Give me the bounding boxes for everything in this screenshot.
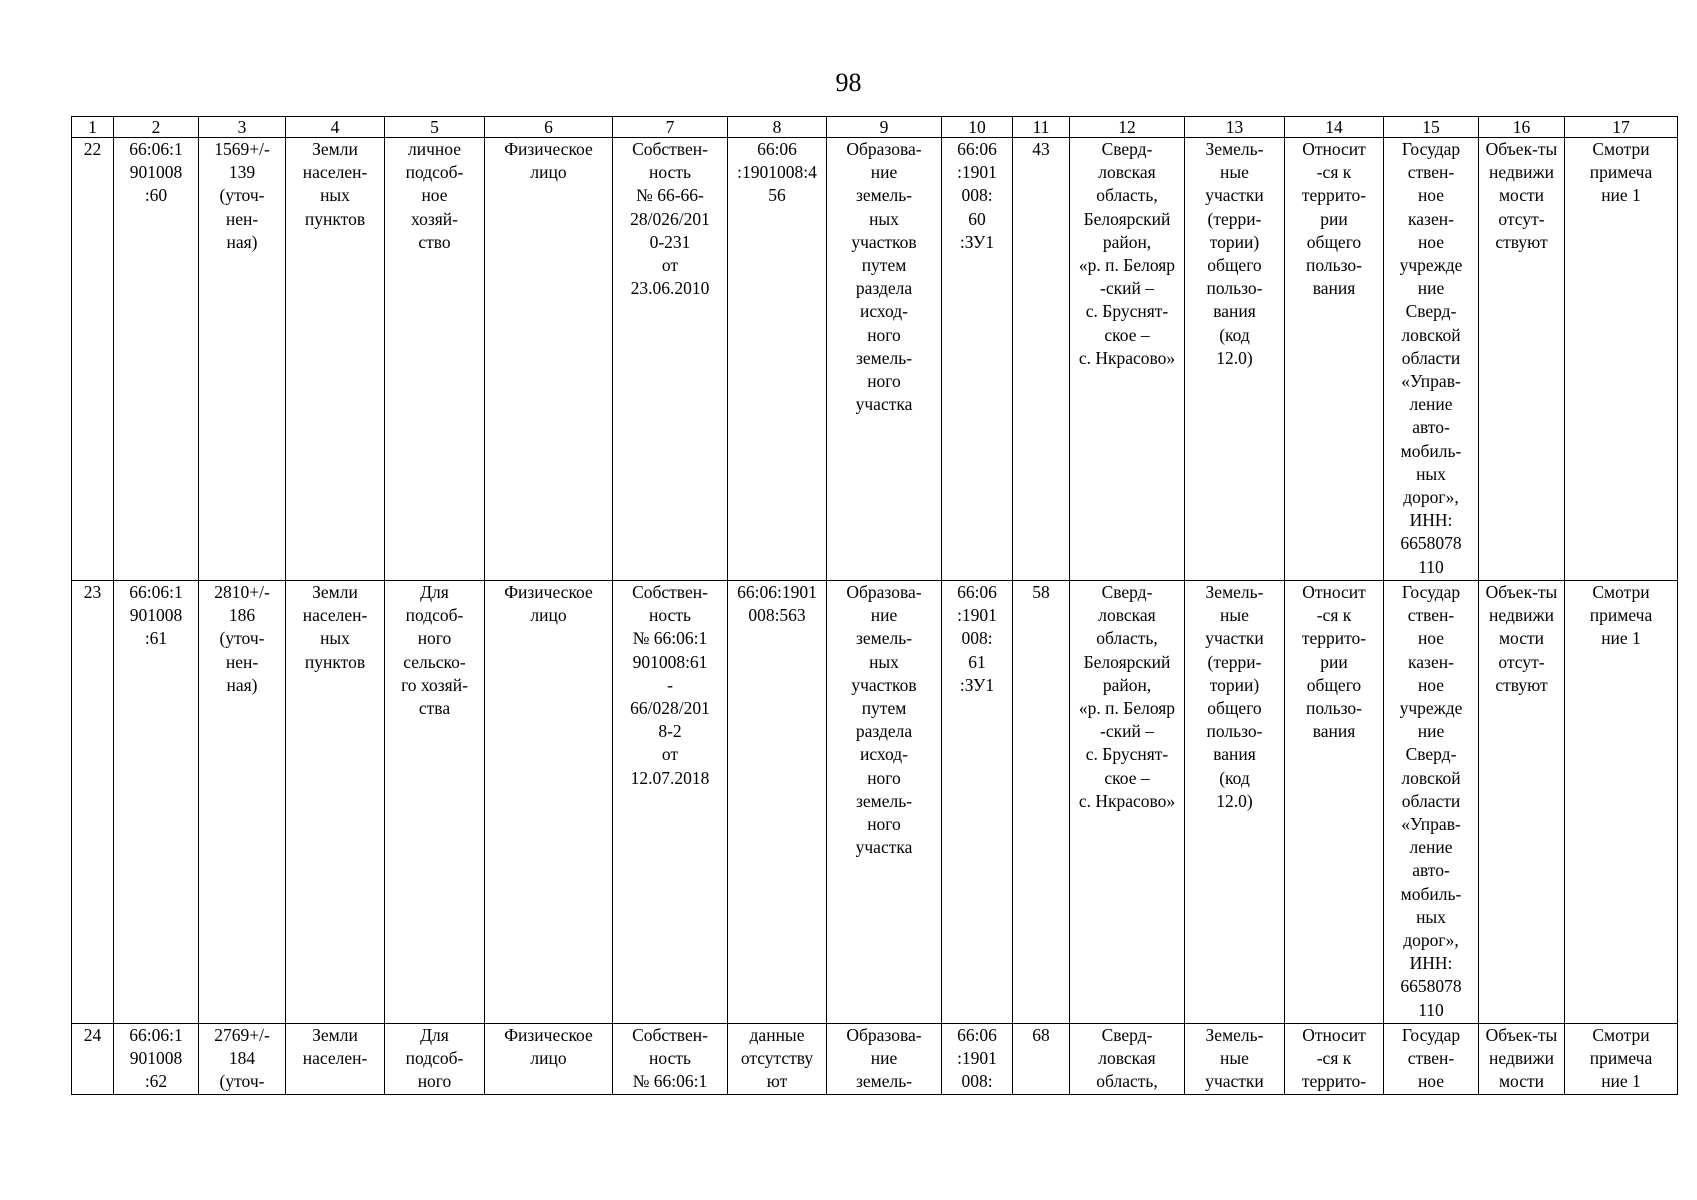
- table-cell: Государ ствен- ное казен- ное учрежде ние Сверд- ловской области «Управ- ление авто- мобиль- ных дорог», ИНН: 6658078 110: [1384, 581, 1479, 1024]
- table-cell: 58: [1013, 581, 1070, 1024]
- column-number: 5: [385, 117, 485, 138]
- table-cell: 24: [72, 1024, 114, 1095]
- column-number: 9: [827, 117, 942, 138]
- table-cell: Земли населен- ных пунктов: [286, 581, 385, 1024]
- table-cell: Относит -ся к террито-: [1285, 1024, 1384, 1095]
- land-plots-table: [71, 116, 1678, 1095]
- column-number-row: [72, 117, 1678, 138]
- table-cell: 66:06 :1901 008: 61 :ЗУ1: [942, 581, 1013, 1024]
- table-cell: Собствен- ность № 66:06:1: [613, 1024, 728, 1095]
- table-cell: Объек-ты недвижи мости отсут- ствуют: [1479, 581, 1565, 1024]
- table-row: [72, 138, 1678, 581]
- table-cell: данные отсутству ют: [728, 1024, 827, 1095]
- table-cell: Земель- ные участки (терри- тории) общего пользо- вания (код 12.0): [1185, 138, 1285, 581]
- column-number: 14: [1285, 117, 1384, 138]
- column-number: 15: [1384, 117, 1479, 138]
- table-cell: 1569+/- 139 (уточ- нен- ная): [199, 138, 286, 581]
- table-row: [72, 1024, 1678, 1095]
- column-number: 10: [942, 117, 1013, 138]
- column-number: 7: [613, 117, 728, 138]
- page-number: 98: [835, 68, 862, 97]
- table-cell: 2769+/- 184 (уточ-: [199, 1024, 286, 1095]
- table-cell: Сверд- ловская область,: [1070, 1024, 1185, 1095]
- table-cell: 43: [1013, 138, 1070, 581]
- table-cell: 66:06 :1901008:4 56: [728, 138, 827, 581]
- table-cell: Образова- ние земель-: [827, 1024, 942, 1095]
- table-cell: Объек-ты недвижи мости отсут- ствуют: [1479, 138, 1565, 581]
- column-number: 3: [199, 117, 286, 138]
- table-row: [72, 581, 1678, 1024]
- table-cell: Физическое лицо: [485, 1024, 613, 1095]
- table-cell: Государ ствен- ное казен- ное учрежде ние Сверд- ловской области «Управ- ление авто- мобиль- ных дорог», ИНН: 6658078 110: [1384, 138, 1479, 581]
- table-cell: Для подсоб- ного сельско- го хозяй- ства: [385, 581, 485, 1024]
- table-cell: Смотри примеча ние 1: [1565, 138, 1678, 581]
- table-cell: Собствен- ность № 66-66- 28/026/201 0-231 от 23.06.2010: [613, 138, 728, 581]
- column-number: 11: [1013, 117, 1070, 138]
- column-number: 4: [286, 117, 385, 138]
- column-number: 2: [114, 117, 199, 138]
- column-number: 1: [72, 117, 114, 138]
- table-cell: Сверд- ловская область, Белоярский район, «р. п. Белояр -ский – с. Бруснят- ское – с. Нкрасово»: [1070, 581, 1185, 1024]
- table-cell: 66:06:1 901008 :61: [114, 581, 199, 1024]
- table-cell: Земель- ные участки (терри- тории) общего пользо- вания (код 12.0): [1185, 581, 1285, 1024]
- table-cell: 66:06:1901 008:563: [728, 581, 827, 1024]
- table-cell: 23: [72, 581, 114, 1024]
- table-cell: Физическое лицо: [485, 138, 613, 581]
- table-cell: 2810+/- 186 (уточ- нен- ная): [199, 581, 286, 1024]
- table-cell: Образова- ние земель- ных участков путем раздела исход- ного земель- ного участка: [827, 581, 942, 1024]
- table-cell: Относит -ся к террито- рии общего пользо- вания: [1285, 138, 1384, 581]
- table-cell: 66:06:1 901008 :60: [114, 138, 199, 581]
- table-cell: 66:06 :1901 008:: [942, 1024, 1013, 1095]
- column-number: 6: [485, 117, 613, 138]
- column-number: 17: [1565, 117, 1678, 138]
- table-cell: Собствен- ность № 66:06:1 901008:61 - 66/028/201 8-2 от 12.07.2018: [613, 581, 728, 1024]
- column-number: 16: [1479, 117, 1565, 138]
- table-cell: Для подсоб- ного: [385, 1024, 485, 1095]
- table-cell: Земли населен- ных пунктов: [286, 138, 385, 581]
- table-cell: Сверд- ловская область, Белоярский район, «р. п. Белояр -ский – с. Бруснят- ское – с. Нкрасово»: [1070, 138, 1185, 581]
- table-cell: Смотри примеча ние 1: [1565, 581, 1678, 1024]
- table-cell: 66:06 :1901 008: 60 :ЗУ1: [942, 138, 1013, 581]
- table-cell: 22: [72, 138, 114, 581]
- table-cell: 66:06:1 901008 :62: [114, 1024, 199, 1095]
- table-cell: Государ ствен- ное: [1384, 1024, 1479, 1095]
- column-number: 8: [728, 117, 827, 138]
- table-cell: Земли населен-: [286, 1024, 385, 1095]
- column-number: 13: [1185, 117, 1285, 138]
- table-cell: Земель- ные участки: [1185, 1024, 1285, 1095]
- table-cell: Физическое лицо: [485, 581, 613, 1024]
- table-cell: личное подсоб- ное хозяй- ство: [385, 138, 485, 581]
- table-cell: Образова- ние земель- ных участков путем раздела исход- ного земель- ного участка: [827, 138, 942, 581]
- table-cell: 68: [1013, 1024, 1070, 1095]
- table-cell: Объек-ты недвижи мости: [1479, 1024, 1565, 1095]
- table-cell: Смотри примеча ние 1: [1565, 1024, 1678, 1095]
- table-cell: Относит -ся к террито- рии общего пользо- вания: [1285, 581, 1384, 1024]
- column-number: 12: [1070, 117, 1185, 138]
